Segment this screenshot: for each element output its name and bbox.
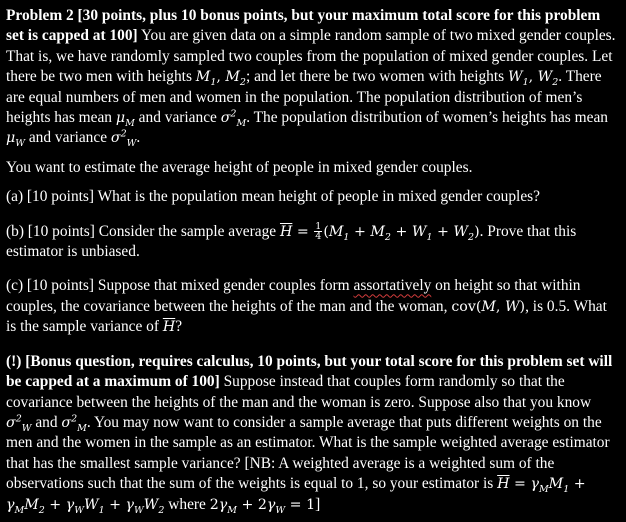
math-m1-m2: $M_1$, $M_2$ bbox=[195, 69, 246, 89]
math-sigma-w: $\sigma^2_W$ bbox=[110, 128, 137, 150]
math-mu-w: $\mu_W$ bbox=[6, 130, 25, 150]
math-sample-average: $\overline{H}$ = $\frac{1}{4}$ $(M_1 + M_2 + W_1 + W_2)$ bbox=[279, 221, 480, 243]
bonus-heading: (!) [Bonus question, requires calculus, 10 points, but your total score for this problem set will be capped at a maximum of 100] bbox=[6, 352, 613, 391]
problem-heading: Problem 2 [30 points, plus 10 bonus points, but your maximum total score for this problem set is capped at 100] bbox=[6, 7, 601, 45]
question-bonus: (!) [Bonus question, requires calculus, 10 points, but your total score for this problem set will be capped at a maximum of 100] Suppose instead that couples form randomly so that the covariance between the heights of the man and the woman is zero. Suppose also that you know $\sigma^2_W$ and $\sigma^2_M$. You may now want to consider a sample average that puts different weights on the men and the women in the sample as an estimator. What is the sample weighted average estimator that has the smallest sample variance? [NB: A weighted average is a weighted sum of the observations such that the sum of the weights is equal to 1, so your estimator is $\overline{H} = \gamma_MM_1 + \gamma_MM_2 + \gamma_WW_1 + \gamma_WW_2$ where $2\gamma_M + 2\gamma_W = 1$] bbox=[6, 352, 613, 516]
question-b: (b) [10 points] Consider the sample average $\overline{H}$ = $\frac{1}{4}$ $(M_1 + M_2 + W_1 + W_2)$. Prove that this estimator is unbiased. bbox=[6, 221, 577, 261]
question-c: (c) [10 points] Suppose that mixed gender couples form assortatively on height so that within couples, the covariance between the heights of the man and the woman, cov(M, W), is 0.5. What is the sample variance of $\overline{H}$? bbox=[6, 277, 607, 336]
spellcheck-underlined-word: assortatively bbox=[353, 277, 432, 295]
intro-sentence: You want to estimate the average height of people in mixed gender couples. bbox=[6, 158, 473, 176]
math-weight-constraint: $2\gamma_M + 2\gamma_W = 1$ bbox=[209, 496, 316, 516]
math-cov: cov(M, W) bbox=[451, 298, 526, 315]
math-sigma-m: $\sigma^2_M$ bbox=[220, 108, 247, 129]
math-sigma-w-2: $\sigma^2_W$ bbox=[6, 413, 32, 434]
math-h-bar: $\overline{H}$ bbox=[162, 319, 176, 336]
math-sigma-m-2: $\sigma^2_M$ bbox=[61, 413, 87, 434]
problem-statement: Problem 2 [30 points, plus 10 bonus points, but your maximum total score for this problem set is capped at 100] You are given data on a simple random sample of two mixed gender couples. That is, we have randomly sampled two couples from the population of mixed gender couples. Let there be two men with heights $M_1$, $M_2$; and let there be two women with heights $W_1$, $W_2$. There are equal numbers of men and women in the population. The population distribution of men’s heights has mean $\mu_M$ and variance $\sigma^2_M$. The population distribution of women’s heights has mean $\mu_W$ and variance $\sigma^2_W$. bbox=[6, 7, 616, 150]
document bbox=[6, 6, 620, 515]
question-a: (a) [10 points] What is the population mean height of people in mixed gender couples? bbox=[6, 188, 540, 206]
math-weighted-estimator: $\overline{H} = \gamma_MM_1 + \gamma_MM_2 + \gamma_WW_1 + \gamma_WW_2$ bbox=[6, 476, 586, 516]
math-w1-w2: $W_1$, $W_2$ bbox=[507, 69, 559, 89]
math-mu-m: $\mu_M$ bbox=[115, 110, 135, 129]
